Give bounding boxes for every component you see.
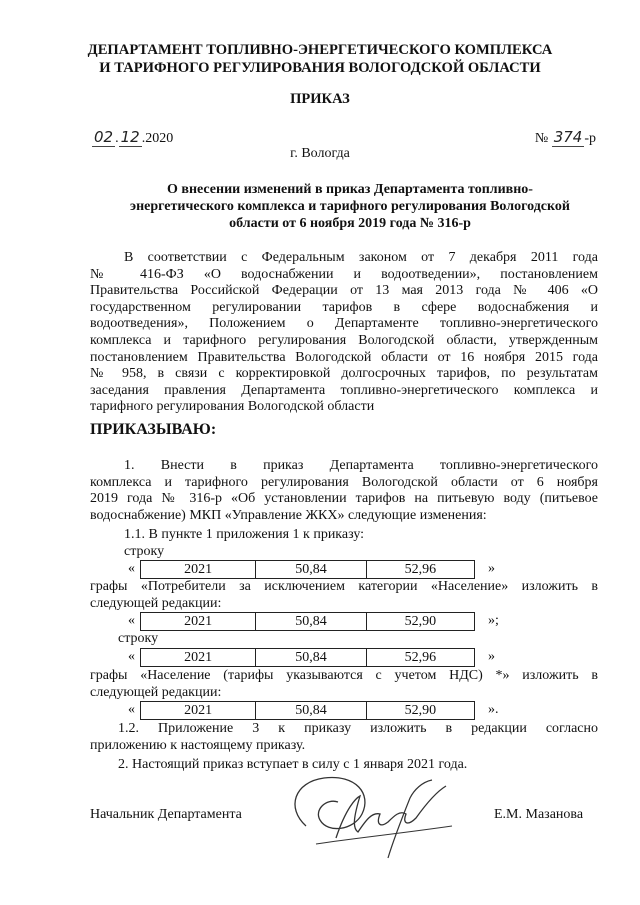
decree-heading: ПРИКАЗЫВАЮ: <box>90 421 217 438</box>
graph-2-line: графы «Население (тарифы указываются с учетом НДС) *» изложить в <box>90 668 598 683</box>
number-handwritten: 374 <box>553 128 583 146</box>
cell-year: 2021 <box>141 613 256 630</box>
preamble <box>90 250 598 416</box>
item-1 <box>90 458 598 524</box>
tariff-row-old-2 <box>118 648 518 666</box>
open-quote: « <box>128 561 135 576</box>
row-label: строку <box>124 544 165 559</box>
order-subject <box>90 181 610 232</box>
subject-line: энергетического комплекса и тарифного регулирования Вологодской <box>130 199 570 214</box>
open-quote: « <box>128 702 135 717</box>
close-quote: » <box>488 649 495 664</box>
cell-value-1: 50,84 <box>256 702 366 719</box>
preamble-line: В соответствии с Федеральным законом от 7 декабря 2011 года <box>124 250 598 265</box>
subitem-1-1: 1.1. В пункте 1 приложения 1 к приказу: <box>124 527 365 542</box>
close-quote: ». <box>488 702 499 717</box>
close-quote: »; <box>488 613 499 628</box>
item-1-line: 1. Внести в приказ Департамента топливно-энергетического <box>124 458 598 473</box>
signatory-name: Е.М. Мазанова <box>494 807 584 822</box>
subitem-1-2-line: 1.2. Приложение 3 к приказу изложить в редакции согласно <box>118 721 598 736</box>
preamble-line: заседания правления Департамента топливно-энергетического комплекса и <box>90 382 598 398</box>
preamble-line: водоотведения», Положением о Департаменте топливно-энергетического <box>90 316 598 332</box>
graph-1-text <box>90 579 598 612</box>
signatory-position: Начальник Департамента <box>90 807 242 822</box>
tariff-cells <box>140 612 475 631</box>
graph-2-line: следующей редакции: <box>90 684 222 700</box>
subitem-1-2 <box>90 721 598 754</box>
preamble-line: постановлением Правительства Вологодской области от 16 ноября 2015 года <box>90 349 598 365</box>
date-year: .2020 <box>141 131 174 146</box>
cell-value-2: 52,90 <box>404 703 437 718</box>
close-quote: » <box>488 561 495 576</box>
tariff-row-new-2 <box>118 701 518 719</box>
row-label: строку <box>118 631 159 646</box>
tariff-row-new-1 <box>118 612 518 630</box>
preamble-line: тарифного регулирования Вологодской области <box>90 399 375 415</box>
cell-value-2: 52,96 <box>404 650 437 665</box>
preamble-line: Правительства Российской Федерации от 13 мая 2013 года № 406 «О <box>90 283 598 299</box>
cell-year: 2021 <box>141 649 256 666</box>
handwritten-signature <box>276 768 466 868</box>
date-month-handwritten: 12 <box>120 128 140 146</box>
subject-line: области от 6 ноября 2019 года № 316-р <box>229 216 471 231</box>
item-2: 2. Настоящий приказ вступает в силу с 1 января 2021 года. <box>118 757 468 772</box>
preamble-line: комплекса и тарифного регулирования Вологодской области, утвержденным <box>90 332 598 348</box>
number-suffix: -р <box>584 131 596 146</box>
cell-value-2: 52,90 <box>404 614 437 629</box>
city: г. Вологда <box>290 146 350 161</box>
order-number <box>535 128 596 147</box>
cell-value-2: 52,96 <box>404 562 437 577</box>
cell-value-1: 50,84 <box>256 561 366 578</box>
tariff-cells <box>140 560 475 579</box>
subitem-1-2-line: приложению к настоящему приказу. <box>90 737 306 753</box>
open-quote: « <box>128 649 135 664</box>
cell-year: 2021 <box>141 702 256 719</box>
tariff-cells <box>140 648 475 667</box>
item-1-line: 2019 года № 316-р «Об установлении тарифов на питьевую воду (питьевое <box>90 491 598 507</box>
graph-2-text <box>90 668 598 701</box>
graph-1-line: графы «Потребители за исключением категории «Население» изложить в <box>90 579 598 594</box>
order-date <box>92 128 173 147</box>
cell-value-1: 50,84 <box>256 649 366 666</box>
graph-1-line: следующей редакции: <box>90 595 222 611</box>
cell-value-1: 50,84 <box>256 613 366 630</box>
preamble-line: государственном регулировании тарифов в сфере водоснабжения и <box>90 299 598 315</box>
item-1-line: водоснабжение) МКП «Управление ЖКХ» следующие изменения: <box>90 507 487 523</box>
date-separator: . <box>115 131 119 146</box>
number-prefix: № <box>534 131 549 146</box>
department-name-line-1: ДЕПАРТАМЕНТ ТОПЛИВНО-ЭНЕРГЕТИЧЕСКОГО КОМПЛЕКСА <box>87 42 553 58</box>
tariff-row-old-1 <box>118 560 518 578</box>
date-day-handwritten: 02 <box>94 128 114 146</box>
open-quote: « <box>128 613 135 628</box>
item-1-line: комплекса и тарифного регулирования Вологодской области от 6 ноября <box>90 474 598 490</box>
preamble-line: № 958, в связи с корректировкой долгосрочных тарифов, по результатам <box>90 366 598 382</box>
preamble-line: № 416-ФЗ «О водоснабжении и водоотведении», постановлением <box>90 266 598 282</box>
order-title: ПРИКАЗ <box>290 91 350 107</box>
cell-year: 2021 <box>141 561 256 578</box>
tariff-cells <box>140 701 475 720</box>
department-name-line-2: И ТАРИФНОГО РЕГУЛИРОВАНИЯ ВОЛОГОДСКОЙ ОБЛАСТИ <box>99 60 541 76</box>
subject-line: О внесении изменений в приказ Департамента топливно- <box>167 182 533 197</box>
